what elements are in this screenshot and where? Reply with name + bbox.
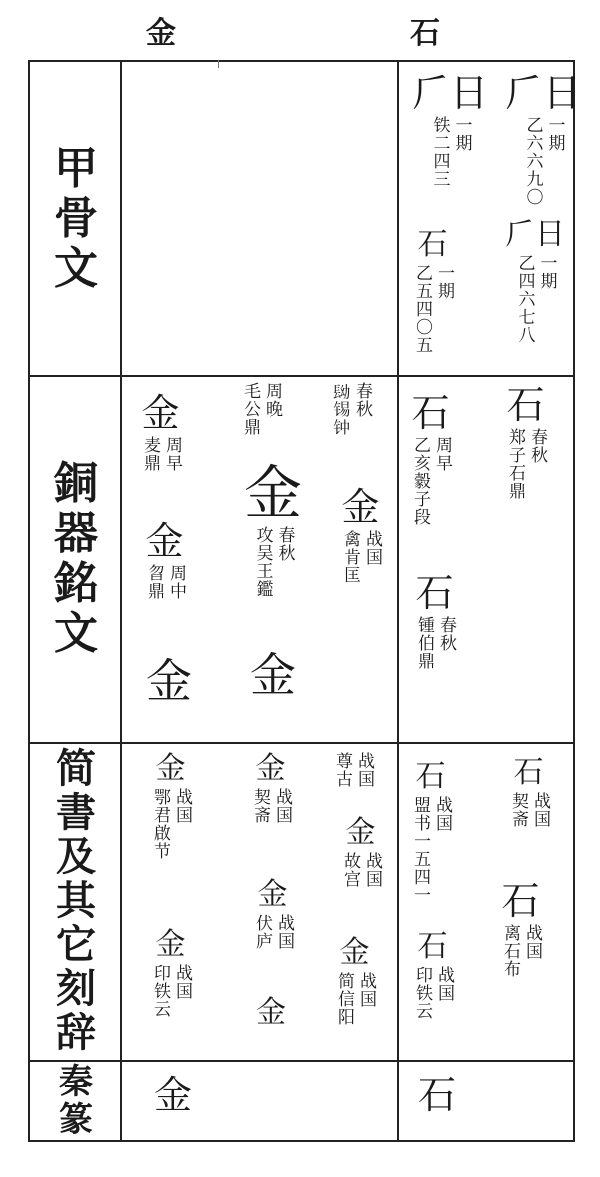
label-char: 其 bbox=[56, 877, 96, 924]
label-char: 辞 bbox=[56, 1009, 96, 1056]
glyph: 金 bbox=[250, 648, 296, 702]
shi-entry bbox=[418, 1074, 456, 1116]
label-column-divider bbox=[120, 60, 122, 1142]
caption-period: 周早 bbox=[432, 436, 452, 472]
jin-entry bbox=[240, 380, 281, 436]
label-char: 及 bbox=[56, 833, 96, 880]
glyph: 金 bbox=[155, 751, 186, 786]
caption-source: 乙五四〇五 bbox=[412, 264, 432, 354]
label-char: 甲 bbox=[54, 142, 98, 194]
caption-period: 战国 bbox=[432, 796, 452, 832]
jin-entry bbox=[340, 816, 381, 888]
caption-source: 尊古 bbox=[332, 752, 352, 788]
jin-entry bbox=[144, 520, 185, 600]
label-char: 書 bbox=[56, 789, 96, 836]
glyph: 金 bbox=[257, 877, 288, 912]
caption-period: 一期 bbox=[536, 254, 557, 290]
caption-source: 曶鼎 bbox=[144, 564, 164, 600]
caption-period: 战国 bbox=[362, 852, 382, 888]
jin-entry bbox=[252, 878, 293, 950]
caption-source: 郑子石鼎 bbox=[505, 428, 525, 500]
jin-entry bbox=[140, 392, 181, 472]
glyph: 石 bbox=[506, 383, 545, 427]
caption-period: 战国 bbox=[274, 914, 294, 950]
glyph: 金 bbox=[145, 519, 184, 563]
jin-entry bbox=[154, 1074, 192, 1116]
glyph: 金 bbox=[155, 927, 186, 962]
caption-period: 战国 bbox=[362, 530, 382, 566]
caption-period: 战国 bbox=[530, 792, 550, 828]
caption-source: 契斋 bbox=[250, 788, 270, 824]
glyph: 石 bbox=[417, 227, 448, 262]
jin-entry bbox=[244, 459, 303, 598]
shi-entry bbox=[410, 392, 451, 526]
glyph: 石 bbox=[501, 879, 540, 923]
column-header-shi: 石 bbox=[410, 16, 440, 51]
jin-entry bbox=[256, 996, 286, 1030]
caption-period: 战国 bbox=[272, 788, 292, 824]
glyph: 金 bbox=[146, 654, 192, 708]
caption-source: 伏庐 bbox=[252, 914, 272, 950]
tick-mark bbox=[218, 60, 219, 68]
jin-entry bbox=[250, 650, 296, 700]
label-char: 銘 bbox=[54, 558, 98, 609]
glyph: 金 bbox=[154, 1073, 193, 1117]
glyph: 金 bbox=[256, 995, 286, 1030]
row-label-jiaguwen bbox=[36, 66, 116, 371]
caption-source: 简信阳 bbox=[334, 972, 354, 1026]
jin-entry bbox=[150, 752, 191, 860]
label-char: 秦 bbox=[59, 1062, 93, 1102]
jin-entry bbox=[340, 486, 381, 584]
shi-entry bbox=[505, 218, 565, 344]
caption-source: 铁二四三 bbox=[429, 116, 450, 188]
caption-period: 春秋 bbox=[352, 382, 372, 418]
shi-entry bbox=[412, 930, 453, 1020]
caption-source: 𨱧锡钟 bbox=[330, 382, 350, 436]
jin-entry bbox=[250, 752, 291, 824]
caption-source: 契斋 bbox=[508, 792, 528, 828]
caption-source: 乙四六七八 bbox=[514, 254, 535, 344]
glyph: 石 bbox=[411, 391, 450, 435]
caption-period: 战国 bbox=[522, 924, 542, 960]
jin-entry bbox=[146, 656, 192, 706]
row-divider-1 bbox=[28, 375, 575, 377]
label-char: 简 bbox=[56, 745, 96, 792]
shi-entry bbox=[508, 756, 549, 828]
caption-source: 毛公鼎 bbox=[240, 382, 260, 436]
glyph: 𠂆日 bbox=[412, 71, 489, 115]
caption-source: 盟书一五四一 bbox=[410, 796, 430, 904]
label-char: 文 bbox=[54, 608, 98, 659]
caption-source: 印铁云 bbox=[150, 964, 170, 1018]
shi-entry bbox=[500, 880, 541, 978]
caption-period: 周晚 bbox=[262, 382, 282, 418]
jin-entry bbox=[330, 380, 371, 436]
glyph: 金 bbox=[141, 391, 180, 435]
glyph: 𠂆日 bbox=[505, 71, 582, 115]
caption-period: 一期 bbox=[544, 116, 565, 152]
caption-period: 战国 bbox=[172, 788, 192, 824]
caption-period: 周中 bbox=[166, 564, 186, 600]
label-char: 它 bbox=[56, 921, 96, 968]
caption-source: 攻吴王鑑 bbox=[252, 526, 273, 598]
caption-period: 一期 bbox=[434, 264, 454, 300]
caption-period: 一期 bbox=[451, 116, 472, 152]
shi-entry bbox=[414, 572, 455, 670]
caption-source: 乙亥豰子段 bbox=[410, 436, 430, 526]
caption-period: 战国 bbox=[354, 752, 374, 788]
glyph: 𠂆日 bbox=[505, 217, 565, 252]
row-label-tongqi bbox=[36, 380, 116, 738]
glyph: 石 bbox=[415, 571, 454, 615]
label-char: 篆 bbox=[59, 1100, 93, 1140]
caption-period: 春秋 bbox=[274, 526, 295, 562]
glyph: 金 bbox=[339, 935, 370, 970]
caption-period: 战国 bbox=[434, 966, 454, 1002]
caption-source: 禽肯匡 bbox=[340, 530, 360, 584]
jin-shi-divider bbox=[397, 60, 399, 1142]
glyph: 金 bbox=[341, 485, 380, 529]
row-divider-2 bbox=[28, 742, 575, 744]
glyph: 石 bbox=[418, 1073, 457, 1117]
caption-period: 周早 bbox=[162, 436, 182, 472]
jin-entry bbox=[332, 750, 373, 788]
caption-source: 故宫 bbox=[340, 852, 360, 888]
shi-entry bbox=[412, 228, 453, 354]
row-label-qinzhuan bbox=[36, 1062, 116, 1140]
glyph: 金 bbox=[345, 815, 376, 850]
jin-entry bbox=[150, 928, 191, 1018]
glyph: 金 bbox=[255, 751, 286, 786]
caption-source: 印铁云 bbox=[412, 966, 432, 1020]
label-char: 銅 bbox=[54, 458, 98, 509]
label-char: 骨 bbox=[54, 192, 98, 244]
caption-source: 乙六六九〇 bbox=[522, 116, 543, 206]
caption-source: 离石布 bbox=[500, 924, 520, 978]
caption-period: 战国 bbox=[172, 964, 192, 1000]
label-char: 文 bbox=[54, 242, 98, 294]
jin-entry bbox=[334, 936, 375, 1026]
shi-entry bbox=[505, 72, 581, 206]
caption-source: 鄂君啟节 bbox=[150, 788, 170, 860]
caption-period: 战国 bbox=[356, 972, 376, 1008]
shi-entry bbox=[412, 72, 488, 188]
shi-entry bbox=[410, 760, 451, 904]
glyph: 石 bbox=[417, 929, 448, 964]
row-label-jianshu bbox=[36, 746, 116, 1056]
shi-entry bbox=[505, 384, 546, 500]
label-char: 刻 bbox=[56, 965, 96, 1012]
caption-source: 锺伯鼎 bbox=[414, 616, 434, 670]
label-char: 器 bbox=[54, 508, 98, 559]
column-header-jin: 金 bbox=[146, 16, 176, 51]
caption-source: 麦鼎 bbox=[140, 436, 160, 472]
caption-period: 春秋 bbox=[527, 428, 547, 464]
glyph: 石 bbox=[415, 759, 446, 794]
glyph: 金 bbox=[244, 459, 303, 527]
caption-period: 春秋 bbox=[436, 616, 456, 652]
glyph: 石 bbox=[513, 755, 544, 790]
